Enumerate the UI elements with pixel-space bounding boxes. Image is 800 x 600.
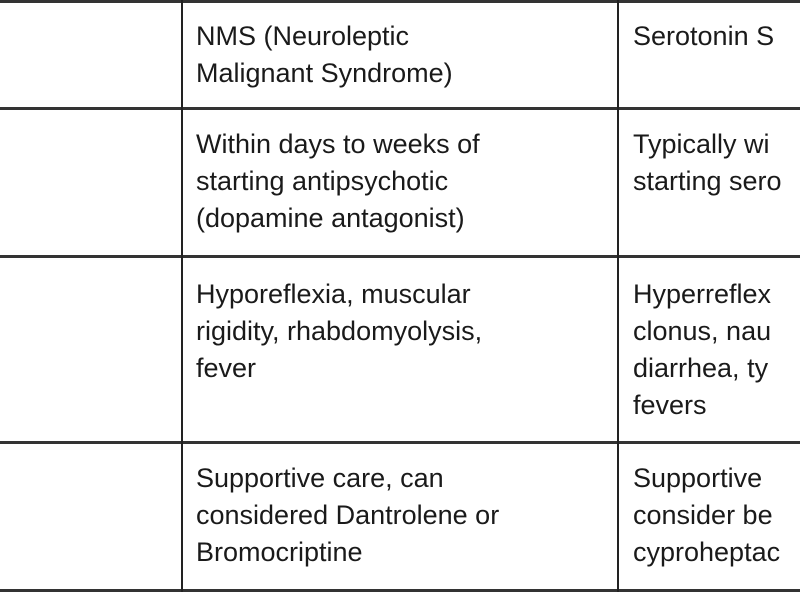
symptoms-nms: Hyporeflexia, muscular rigidity, rhabdomyolysis, fever: [196, 279, 483, 383]
symptoms-serotonin: Hyperreflex clonus, nau diarrhea, ty fevers: [633, 279, 772, 420]
header-nms: NMS (Neuroleptic Malignant Syndrome): [196, 21, 453, 88]
row-divider: [0, 255, 800, 258]
treatment-serotonin: Supportive consider be cyproheptac: [633, 463, 781, 567]
onset-serotonin: Typically wi starting sero: [633, 129, 782, 196]
row-divider: [0, 441, 800, 444]
table-border-top: [0, 0, 800, 3]
header-serotonin-syndrome: Serotonin S: [633, 21, 775, 51]
onset-nms: Within days to weeks of starting antipsychotic (dopamine antagonist): [196, 129, 480, 233]
column-divider: [617, 0, 619, 592]
row-divider: [0, 107, 800, 110]
table-border-bottom: [0, 589, 800, 592]
column-divider: [181, 0, 183, 592]
treatment-nms: Supportive care, can considered Dantrolene or Bromocriptine: [196, 463, 500, 567]
